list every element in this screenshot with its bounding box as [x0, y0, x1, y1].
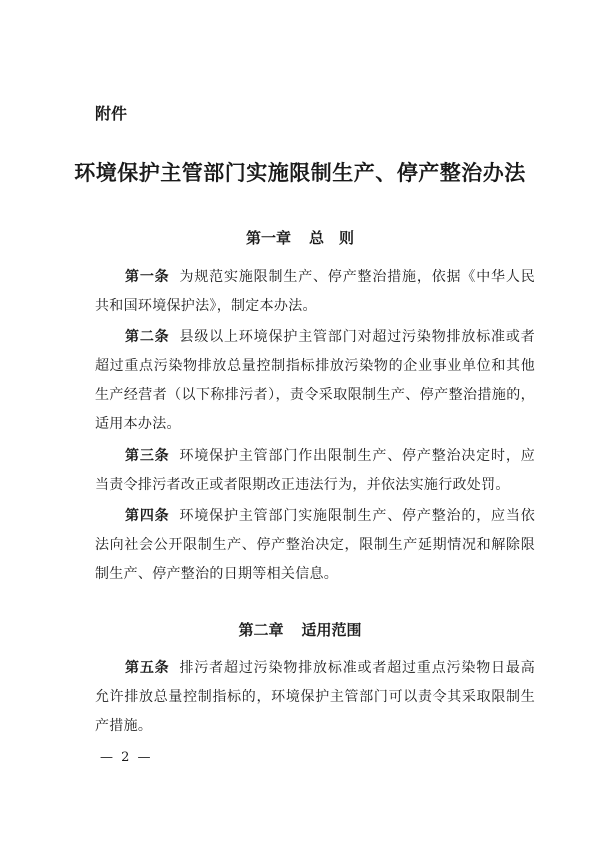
article-label: 第四条 [125, 508, 170, 524]
article-label: 第五条 [125, 660, 170, 676]
chapter-name: 总 则 [309, 229, 355, 247]
article-label: 第三条 [125, 448, 170, 464]
chapter-name: 适用范围 [301, 621, 362, 639]
chapter-number: 第一章 [245, 229, 291, 247]
article-4 [95, 502, 535, 589]
article-3 [95, 442, 535, 500]
attachment-label: 附件 [95, 104, 128, 123]
article-text: 县级以上环境保护主管部门对超过污染物排放标准或者超过重点污染物排放总量控制指标排放污染物的企业事业单位和其他生产经营者（以下称排污者），责令采取限制生产、停产整治措施的，适用本办法。 [95, 329, 536, 432]
article-text: 环境保护主管部门作出限制生产、停产整治决定时，应当责令排污者改正或者限期改正违法行为，并依法实施行政处罚。 [95, 448, 536, 493]
article-5 [95, 654, 535, 741]
article-text: 排污者超过污染物排放标准或者超过重点污染物日最高允许排放总量控制指标的，环境保护主管部门可以责令其采取限制生产措施。 [95, 660, 536, 734]
article-label: 第二条 [125, 329, 170, 345]
article-text: 环境保护主管部门实施限制生产、停产整治的，应当依法向社会公开限制生产、停产整治决定，限制生产延期情况和解除限制生产、停产整治的日期等相关信息。 [95, 508, 536, 582]
article-2 [95, 323, 535, 439]
chapter-number: 第二章 [238, 621, 284, 639]
page-number: — 2 — [100, 750, 153, 765]
article-1 [95, 263, 535, 321]
chapter-heading-1 [0, 227, 600, 248]
chapter-heading-2 [0, 619, 600, 640]
article-label: 第一条 [125, 269, 170, 285]
document-title: 环境保护主管部门实施限制生产、停产整治办法 [74, 160, 526, 185]
article-text: 为规范实施限制生产、停产整治措施，依据《中华人民共和国环境保护法》，制定本办法。 [95, 269, 536, 314]
